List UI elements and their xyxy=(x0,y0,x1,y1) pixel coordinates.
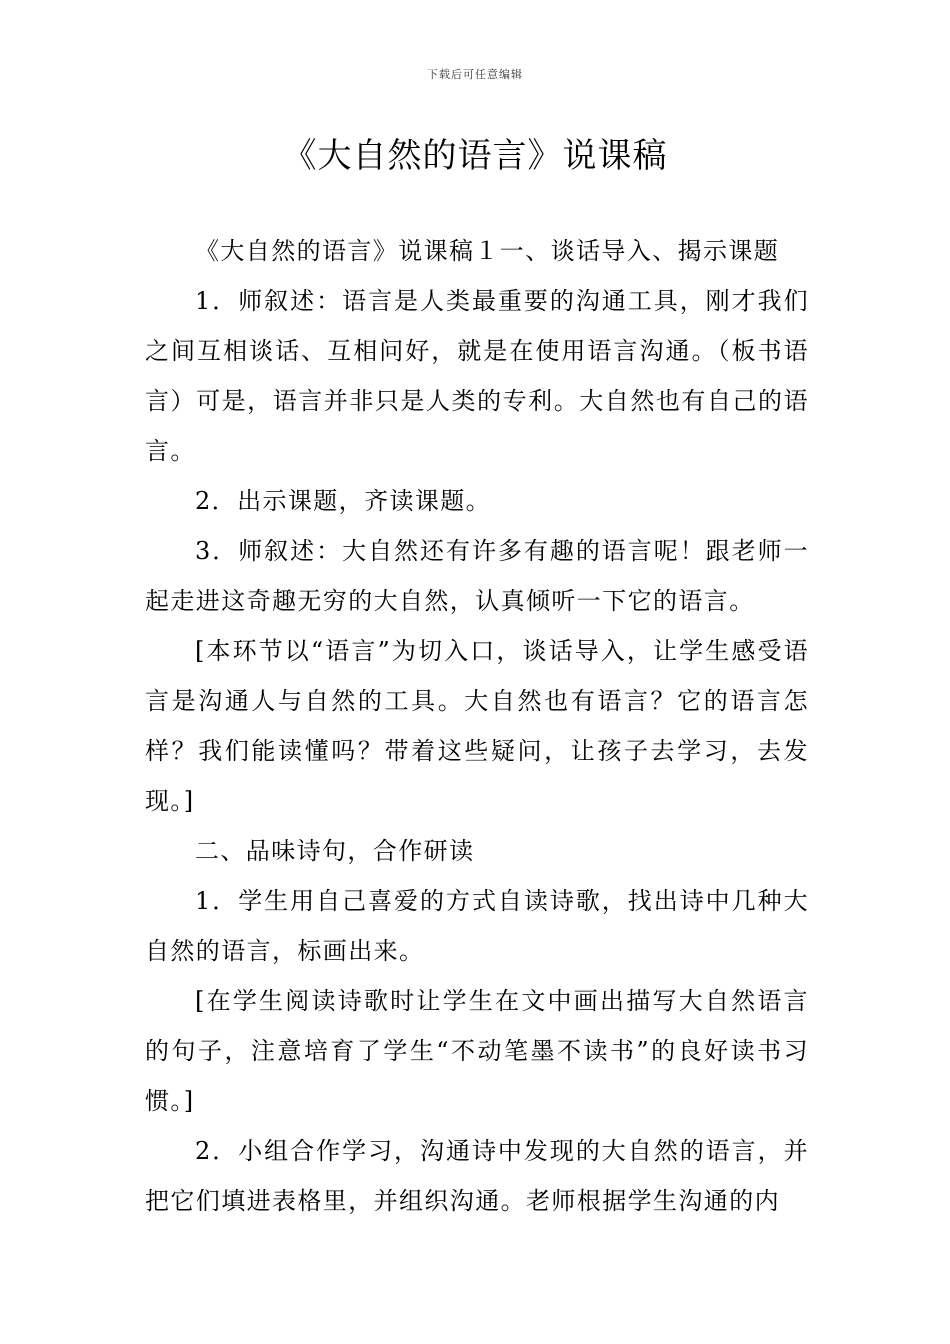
header-note: 下载后可任意编辑 xyxy=(427,68,523,81)
paragraph-step-3: 3．师叙述：大自然还有许多有趣的语言呢！跟老师一起走进这奇趣无穷的大自然，认真倾听一下它的语言。 xyxy=(145,537,809,615)
document-body xyxy=(145,226,809,1226)
document-title: 《大自然的语言》说课稿 xyxy=(282,136,668,176)
paragraph-intro-heading: 《大自然的语言》说课稿１一、谈话导入、揭示课题 xyxy=(195,237,780,265)
paragraph-step-2: 2．出示课题，齐读课题。 xyxy=(195,487,492,515)
paragraph-section-2-step-2: 2．小组合作学习，沟通诗中发现的大自然的语言，并把它们填进表格里，并组织沟通。老师根据学生沟通的内 xyxy=(145,1137,809,1215)
paragraph-section-2-step-1: 1．学生用自己喜爱的方式自读诗歌，找出诗中几种大自然的语言，标画出来。 xyxy=(145,887,809,965)
paragraph-note-2: [在学生阅读诗歌时让学生在文中画出描写大自然语言的句子，注意培育了学生“不动笔墨不读书”的良好读书习惯。] xyxy=(145,987,809,1115)
paragraph-step-1: 1．师叙述：语言是人类最重要的沟通工具，刚才我们之间互相谈话、互相问好，就是在使用语言沟通。（板书语言）可是，语言并非只是人类的专利。大自然也有自己的语言。 xyxy=(145,287,809,465)
paragraph-section-2-heading: 二、品味诗句，合作研读 xyxy=(195,837,475,865)
paragraph-note-1: [本环节以“语言”为切入口，谈话导入，让学生感受语言是沟通人与自然的工具。大自然也有语言？它的语言怎样？我们能读懂吗？带着这些疑问，让孩子去学习，去发现。] xyxy=(145,637,809,815)
